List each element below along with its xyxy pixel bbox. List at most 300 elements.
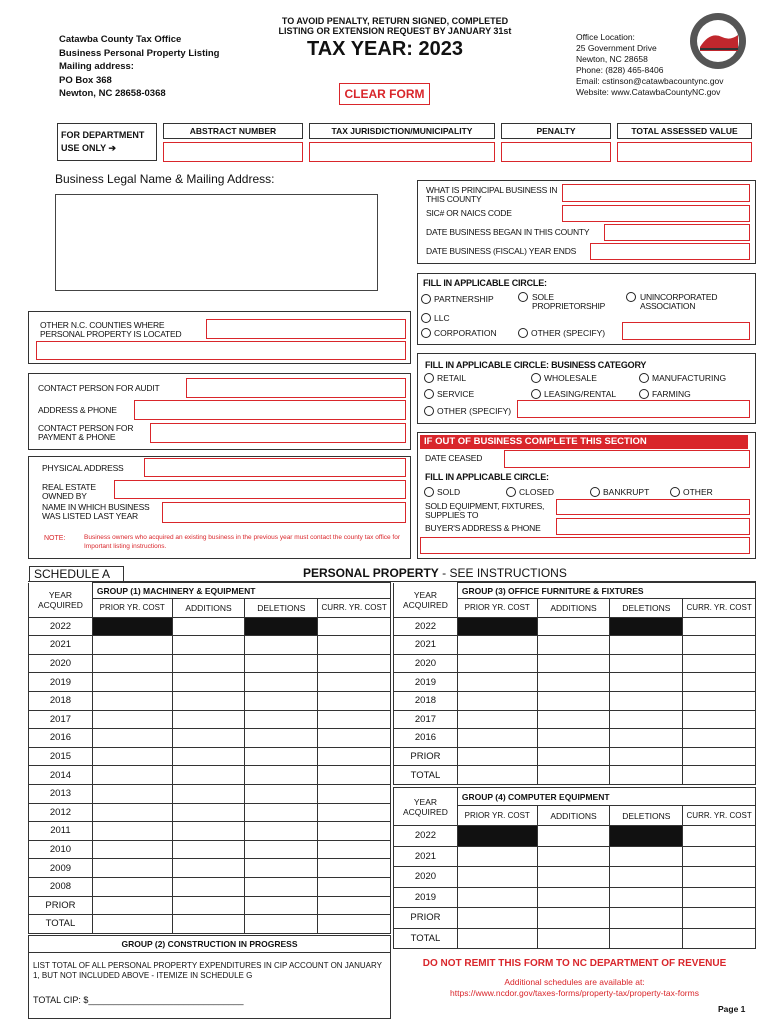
fiscal-field[interactable] (590, 243, 750, 260)
year-cell: 2015 (29, 747, 93, 766)
curr-cost-cell[interactable] (683, 654, 756, 673)
additions-cell[interactable] (172, 803, 245, 822)
prior-cost-cell[interactable] (92, 710, 172, 729)
deletions-cell[interactable] (610, 766, 683, 785)
prior-cost-cell[interactable] (457, 846, 537, 867)
prior-cost-cell[interactable] (457, 673, 537, 692)
principal-field[interactable] (562, 184, 750, 202)
sold-label: SOLD (437, 487, 461, 497)
additions-cell[interactable] (172, 896, 245, 915)
prior-cost-cell[interactable] (92, 766, 172, 785)
additions-cell[interactable] (172, 784, 245, 803)
partnership-option[interactable] (421, 294, 494, 304)
additions-cell[interactable] (172, 654, 245, 673)
table-row (29, 784, 391, 803)
deletions-cell[interactable] (245, 840, 318, 859)
year-cell: 2008 (29, 877, 93, 896)
g4-deletions-col: DELETIONS (610, 806, 683, 826)
county-seal-icon (688, 11, 748, 71)
date-ceased-field[interactable] (504, 450, 750, 468)
banner-line1: TO AVOID PENALTY, RETURN SIGNED, COMPLETED (281, 16, 509, 26)
deletions-cell[interactable] (245, 617, 318, 636)
total-cip[interactable]: TOTAL CIP: $_______________________________ (33, 995, 244, 1005)
curr-cost-cell[interactable] (318, 673, 391, 692)
year-cell: 2021 (394, 636, 458, 655)
clear-form-button[interactable]: CLEAR FORM (339, 83, 430, 105)
prior-cost-cell[interactable] (457, 887, 537, 908)
table-row (29, 673, 391, 692)
location-website: Website: www.CatawbaCountyNC.gov (576, 87, 721, 97)
year-cell: 2014 (29, 766, 93, 785)
table-row (394, 846, 756, 867)
additions-cell[interactable] (537, 766, 610, 785)
office-listing: Business Personal Property Listing (59, 47, 220, 59)
other-type-field[interactable] (622, 322, 750, 340)
year-cell: 2017 (394, 710, 458, 729)
table-row (29, 766, 391, 785)
additions-cell[interactable] (537, 908, 610, 929)
farming-option[interactable] (639, 389, 691, 399)
additions-cell[interactable] (172, 673, 245, 692)
other-type-option[interactable] (518, 328, 605, 338)
prior-cost-cell[interactable] (457, 928, 537, 949)
counties-field1[interactable] (206, 319, 406, 339)
deletions-cell[interactable] (245, 877, 318, 896)
curr-cost-cell[interactable] (318, 617, 391, 636)
group3-table (393, 582, 756, 785)
prior-cost-cell[interactable] (92, 729, 172, 748)
prior-cost-cell[interactable] (92, 654, 172, 673)
table-row (29, 729, 391, 748)
deletions-cell[interactable] (610, 710, 683, 729)
table-row (29, 710, 391, 729)
tax-year: TAX YEAR: 2023 (307, 38, 463, 60)
additions-cell[interactable] (537, 747, 610, 766)
sic-label: SIC# OR NAICS CODE (426, 208, 512, 218)
circle1-title: FILL IN APPLICABLE CIRCLE: (423, 278, 547, 288)
curr-cost-cell[interactable] (683, 617, 756, 636)
table-row (394, 867, 756, 888)
farming-label: FARMING (652, 389, 691, 399)
prior-cost-cell[interactable] (92, 915, 172, 934)
additions-cell[interactable] (172, 747, 245, 766)
jurisdiction-header: TAX JURISDICTION/MUNICIPALITY (309, 123, 495, 139)
prior-cost-cell[interactable] (92, 747, 172, 766)
other-category-label: OTHER (SPECIFY) (437, 406, 512, 416)
year-cell: 2019 (29, 673, 93, 692)
deletions-cell[interactable] (245, 896, 318, 915)
po-box: PO Box 368 (59, 74, 112, 86)
g1-curr-col: CURR. YR. COST (318, 599, 391, 618)
leasing-option[interactable] (531, 389, 616, 399)
abstract-number-field[interactable] (163, 142, 303, 162)
deletions-cell[interactable] (610, 826, 683, 847)
group4-table (393, 787, 756, 949)
legal-name-label: Business Legal Name & Mailing Address: (55, 172, 275, 186)
year-cell: 2020 (394, 867, 458, 888)
deletions-cell[interactable] (610, 887, 683, 908)
buyer-label: BUYER'S ADDRESS & PHONE (425, 523, 541, 533)
deletions-cell[interactable] (245, 766, 318, 785)
prior-cost-cell[interactable] (457, 710, 537, 729)
year-cell: 2019 (394, 673, 458, 692)
deletions-cell[interactable] (610, 908, 683, 929)
additions-cell[interactable] (172, 877, 245, 896)
table-row (394, 887, 756, 908)
table-row (394, 636, 756, 655)
additions-cell[interactable] (172, 617, 245, 636)
curr-cost-cell[interactable] (318, 803, 391, 822)
abstract-header: ABSTRACT NUMBER (163, 123, 303, 139)
table-row (394, 766, 756, 785)
curr-cost-cell[interactable] (318, 822, 391, 841)
table-row (29, 840, 391, 859)
additions-cell[interactable] (537, 826, 610, 847)
real-estate-field[interactable] (114, 480, 406, 499)
additions-cell[interactable] (537, 673, 610, 692)
deletions-cell[interactable] (610, 747, 683, 766)
note-text: Business owners who acquired an existing business in the previous year must contact the county tax office for Important listing instructions. (84, 534, 401, 550)
deletions-cell[interactable] (245, 859, 318, 878)
table-row (394, 928, 756, 949)
dept-label2: USE ONLY (61, 143, 107, 153)
other-category-field[interactable] (517, 400, 750, 418)
table-row (394, 826, 756, 847)
physical-field[interactable] (144, 458, 406, 477)
date-began-label: DATE BUSINESS BEGAN IN THIS COUNTY (426, 227, 590, 237)
retail-label: RETAIL (437, 373, 467, 383)
deletions-cell[interactable] (245, 636, 318, 655)
unincorporated-option[interactable] (626, 292, 639, 302)
leasing-label: LEASING/RENTAL (544, 389, 617, 399)
service-label: SERVICE (437, 389, 475, 399)
year-cell: 2021 (29, 636, 93, 655)
curr-cost-cell[interactable] (683, 826, 756, 847)
additions-cell[interactable] (172, 822, 245, 841)
other-oob-label: OTHER (683, 487, 713, 497)
deletions-cell[interactable] (245, 673, 318, 692)
curr-cost-cell[interactable] (318, 729, 391, 748)
year-cell: 2010 (29, 840, 93, 859)
year-cell: PRIOR (29, 896, 93, 915)
group4-title: GROUP (4) COMPUTER EQUIPMENT (457, 788, 755, 806)
g4-year-label: YEAR (413, 796, 438, 807)
prior-cost-cell[interactable] (457, 654, 537, 673)
curr-cost-cell[interactable] (683, 887, 756, 908)
table-row (394, 654, 756, 673)
g4-prior-col: PRIOR YR. COST (457, 806, 537, 826)
additions-cell[interactable] (537, 654, 610, 673)
table-row (29, 747, 391, 766)
deletions-cell[interactable] (610, 673, 683, 692)
fiscal-label: DATE BUSINESS (FISCAL) YEAR ENDS (426, 246, 577, 256)
office-name: Catawba County Tax Office (59, 34, 182, 45)
prior-cost-cell[interactable] (457, 766, 537, 785)
table-row (394, 617, 756, 636)
bankrupt-label: BANKRUPT (603, 487, 650, 497)
deletions-cell[interactable] (245, 784, 318, 803)
g3-year-label: YEAR (413, 589, 438, 600)
curr-cost-cell[interactable] (683, 908, 756, 929)
deletions-cell[interactable] (610, 654, 683, 673)
year-cell: 2019 (394, 887, 458, 908)
address-phone-label: ADDRESS & PHONE (38, 405, 117, 415)
curr-cost-cell[interactable] (318, 877, 391, 896)
prior-cost-cell[interactable] (457, 908, 537, 929)
curr-cost-cell[interactable] (318, 636, 391, 655)
year-cell: 2021 (394, 846, 458, 867)
other-category-option[interactable] (424, 406, 511, 416)
date-began-field[interactable] (604, 224, 750, 241)
sole-option[interactable] (518, 292, 531, 302)
buyer-field2[interactable] (420, 537, 750, 554)
year-cell: 2016 (394, 729, 458, 748)
additions-cell[interactable] (172, 710, 245, 729)
additions-cell[interactable] (537, 887, 610, 908)
g4-acquired-label: ACQUIRED (403, 806, 448, 817)
deletions-cell[interactable] (610, 846, 683, 867)
year-cell: 2020 (394, 654, 458, 673)
location-street: 25 Government Drive (576, 43, 657, 53)
deletions-cell[interactable] (245, 654, 318, 673)
curr-cost-cell[interactable] (318, 747, 391, 766)
additions-cell[interactable] (537, 846, 610, 867)
payment-field[interactable] (150, 423, 406, 443)
year-cell: 2022 (394, 617, 458, 636)
prior-cost-cell[interactable] (457, 729, 537, 748)
deletions-cell[interactable] (610, 928, 683, 949)
curr-cost-cell[interactable] (683, 928, 756, 949)
table-row (394, 747, 756, 766)
year-cell: 2011 (29, 822, 93, 841)
llc-option[interactable] (421, 313, 450, 323)
g3-acquired-label: ACQUIRED (403, 599, 448, 610)
manufacturing-option[interactable] (639, 373, 726, 383)
retail-option[interactable] (424, 373, 466, 383)
curr-cost-cell[interactable] (683, 766, 756, 785)
curr-cost-cell[interactable] (683, 747, 756, 766)
wholesale-label: WHOLESALE (544, 373, 597, 383)
assessed-value-field[interactable] (617, 142, 752, 162)
prior-cost-cell[interactable] (457, 826, 537, 847)
group2-text: LIST TOTAL OF ALL PERSONAL PROPERTY EXPENDITURES IN CIP ACCOUNT ON JANUARY 1, BUT NOT INCLUDED ABOVE - ITEMIZE IN SCHEDULE G (33, 961, 382, 980)
llc-label: LLC (434, 313, 450, 323)
manufacturing-label: MANUFACTURING (652, 373, 727, 383)
note-label: NOTE: (44, 535, 66, 542)
principal-label: WHAT IS PRINCIPAL BUSINESS IN THIS COUNTY (426, 185, 558, 204)
mail-label: Mailing address: (59, 61, 134, 72)
deletions-cell[interactable] (610, 691, 683, 710)
sic-field[interactable] (562, 205, 750, 222)
additions-cell[interactable] (172, 766, 245, 785)
year-cell: 2022 (29, 617, 93, 636)
dept-label1: FOR DEPARTMENT (61, 130, 145, 140)
buyer-field1[interactable] (556, 518, 750, 535)
wholesale-option[interactable] (531, 373, 597, 383)
table-row (29, 877, 391, 896)
additions-cell[interactable] (172, 636, 245, 655)
closed-option[interactable] (506, 487, 554, 497)
prior-cost-cell[interactable] (457, 747, 537, 766)
g1-acquired-label: ACQUIRED (38, 599, 83, 610)
additions-cell[interactable] (172, 729, 245, 748)
deletions-cell[interactable] (245, 915, 318, 934)
table-row (29, 915, 391, 934)
prior-cost-cell[interactable] (457, 691, 537, 710)
deletions-cell[interactable] (610, 617, 683, 636)
additions-cell[interactable] (537, 710, 610, 729)
name-last-label: NAME IN WHICH BUSINESS WAS LISTED LAST YEAR (42, 502, 150, 521)
year-cell: PRIOR (394, 747, 458, 766)
year-cell: 2016 (29, 729, 93, 748)
prior-cost-cell[interactable] (92, 822, 172, 841)
additions-cell[interactable] (537, 729, 610, 748)
schedule-title-bold: PERSONAL PROPERTY (303, 566, 439, 580)
physical-label: PHYSICAL ADDRESS (42, 463, 124, 473)
name-last-field[interactable] (162, 502, 406, 523)
curr-cost-cell[interactable] (683, 729, 756, 748)
prior-cost-cell[interactable] (92, 784, 172, 803)
table-row (29, 822, 391, 841)
prior-cost-cell[interactable] (92, 859, 172, 878)
curr-cost-cell[interactable] (683, 710, 756, 729)
table-row (394, 710, 756, 729)
prior-cost-cell[interactable] (92, 636, 172, 655)
prior-cost-cell[interactable] (92, 673, 172, 692)
group3-title: GROUP (3) OFFICE FURNITURE & FIXTURES (457, 583, 755, 599)
schedules-link[interactable]: https://www.ncdor.gov/taxes-forms/property-tax/property-tax-forms (450, 988, 699, 998)
g3-additions-col: ADDITIONS (537, 599, 610, 618)
table-row (29, 691, 391, 710)
oob-title: IF OUT OF BUSINESS COMPLETE THIS SECTION (420, 435, 748, 449)
prior-cost-cell[interactable] (92, 840, 172, 859)
arrow-right-icon: ➔ (108, 143, 117, 153)
table-row (394, 729, 756, 748)
curr-cost-cell[interactable] (318, 896, 391, 915)
additions-cell[interactable] (172, 859, 245, 878)
deletions-cell[interactable] (610, 867, 683, 888)
year-cell: 2022 (394, 826, 458, 847)
curr-cost-cell[interactable] (683, 846, 756, 867)
prior-cost-cell[interactable] (92, 803, 172, 822)
closed-label: CLOSED (519, 487, 554, 497)
g1-additions-col: ADDITIONS (172, 599, 245, 618)
office-city: Newton, NC 28658-0368 (59, 88, 166, 99)
year-cell: 2012 (29, 803, 93, 822)
other-type-label: OTHER (SPECIFY) (531, 328, 606, 338)
schedule-label: SCHEDULE A (29, 566, 124, 582)
service-option[interactable] (424, 389, 474, 399)
table-row (29, 859, 391, 878)
g4-additions-col: ADDITIONS (537, 806, 610, 826)
deletions-cell[interactable] (610, 636, 683, 655)
penalty-header: PENALTY (501, 123, 611, 139)
curr-cost-cell[interactable] (683, 636, 756, 655)
additions-cell[interactable] (172, 915, 245, 934)
year-cell: TOTAL (394, 928, 458, 949)
g1-prior-col: PRIOR YR. COST (92, 599, 172, 618)
audit-field[interactable] (186, 378, 406, 398)
deletions-cell[interactable] (245, 822, 318, 841)
g4-curr-col: CURR. YR. COST (683, 806, 756, 826)
curr-cost-cell[interactable] (318, 784, 391, 803)
corporation-option[interactable] (421, 328, 497, 338)
deletions-cell[interactable] (610, 729, 683, 748)
payment-label: CONTACT PERSON FOR PAYMENT & PHONE (38, 423, 134, 442)
additions-cell[interactable] (537, 691, 610, 710)
prior-cost-cell[interactable] (92, 617, 172, 636)
prior-cost-cell[interactable] (457, 636, 537, 655)
curr-cost-cell[interactable] (683, 691, 756, 710)
counties-label: OTHER N.C. COUNTIES WHERE PERSONAL PROPERTY IS LOCATED (40, 320, 182, 339)
curr-cost-cell[interactable] (318, 859, 391, 878)
schedules-note: Additional schedules are available at: (504, 977, 645, 987)
additions-cell[interactable] (537, 617, 610, 636)
partnership-label: PARTNERSHIP (434, 294, 494, 304)
year-cell: 2017 (29, 710, 93, 729)
deletions-cell[interactable] (245, 691, 318, 710)
real-estate-label: REAL ESTATE OWNED BY (42, 482, 96, 501)
table-row (394, 908, 756, 929)
address-phone-field[interactable] (134, 400, 406, 420)
curr-cost-cell[interactable] (318, 766, 391, 785)
deletions-cell[interactable] (245, 747, 318, 766)
deletions-cell[interactable] (245, 803, 318, 822)
deletions-cell[interactable] (245, 710, 318, 729)
curr-cost-cell[interactable] (683, 867, 756, 888)
additions-cell[interactable] (537, 928, 610, 949)
schedule-title-rest: - SEE INSTRUCTIONS (438, 566, 567, 580)
curr-cost-cell[interactable] (318, 840, 391, 859)
deletions-cell[interactable] (245, 729, 318, 748)
group1-table (28, 582, 391, 934)
sold-equip-field[interactable] (556, 499, 750, 515)
curr-cost-cell[interactable] (318, 710, 391, 729)
curr-cost-cell[interactable] (683, 673, 756, 692)
additions-cell[interactable] (172, 691, 245, 710)
counties-field2[interactable] (36, 341, 406, 360)
g3-deletions-col: DELETIONS (610, 599, 683, 618)
remit-warning: DO NOT REMIT THIS FORM TO NC DEPARTMENT OF REVENUE (422, 958, 727, 969)
curr-cost-cell[interactable] (318, 915, 391, 934)
year-cell: 2018 (394, 691, 458, 710)
prior-cost-cell[interactable] (457, 867, 537, 888)
g3-prior-col: PRIOR YR. COST (457, 599, 537, 618)
other-oob-option[interactable] (670, 487, 713, 497)
table-row (29, 636, 391, 655)
location-city: Newton, NC 28658 (576, 54, 648, 64)
prior-cost-cell[interactable] (457, 617, 537, 636)
oob-circle-title: FILL IN APPLICABLE CIRCLE: (425, 472, 549, 482)
jurisdiction-field[interactable] (309, 142, 495, 162)
additions-cell[interactable] (172, 840, 245, 859)
curr-cost-cell[interactable] (318, 691, 391, 710)
year-cell: 2020 (29, 654, 93, 673)
additions-cell[interactable] (537, 867, 610, 888)
date-ceased-label: DATE CEASED (425, 453, 483, 463)
assessed-header: TOTAL ASSESSED VALUE (617, 123, 752, 139)
prior-cost-cell[interactable] (92, 691, 172, 710)
additions-cell[interactable] (537, 636, 610, 655)
bankrupt-option[interactable] (590, 487, 649, 497)
table-row (394, 691, 756, 710)
penalty-field[interactable] (501, 142, 611, 162)
legal-name-field[interactable] (55, 194, 378, 291)
curr-cost-cell[interactable] (318, 654, 391, 673)
prior-cost-cell[interactable] (92, 896, 172, 915)
sold-option[interactable] (424, 487, 460, 497)
prior-cost-cell[interactable] (92, 877, 172, 896)
